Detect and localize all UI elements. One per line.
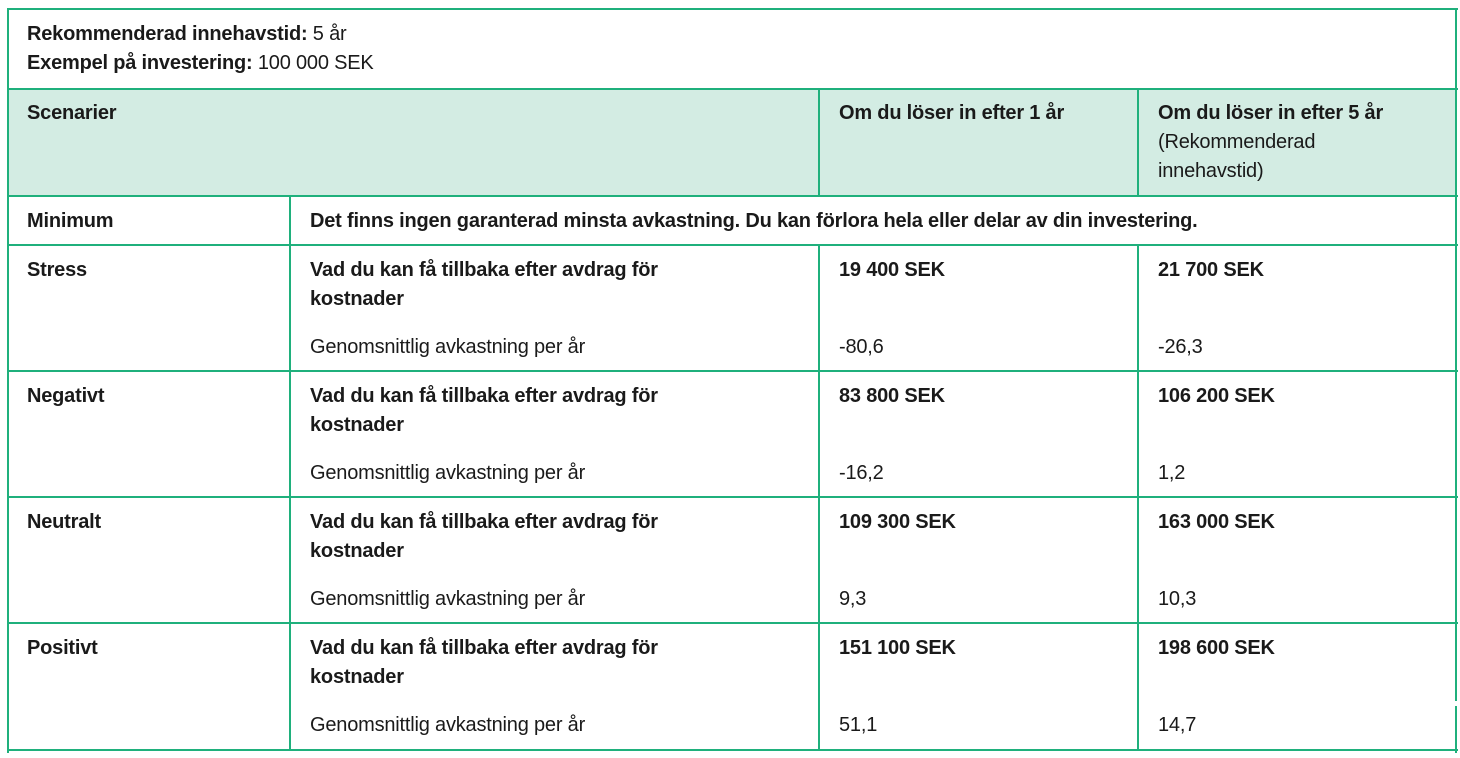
row-positive-5y-amount: 198 600 SEK bbox=[1158, 637, 1275, 659]
investment-example-value: 100 000 SEK bbox=[257, 52, 374, 74]
row-negative-5y-amount: 106 200 SEK bbox=[1158, 385, 1275, 407]
investment-example-label: Exempel på investering: bbox=[27, 52, 253, 74]
row-neutral-1y-amount: 109 300 SEK bbox=[839, 511, 956, 533]
row-neutral-payback-label: Vad du kan få tillbaka efter avdrag för kostnader bbox=[310, 511, 658, 562]
row-positive-1y-amount: 151 100 SEK bbox=[839, 637, 956, 659]
row-stress-5y-avg: -26,3 bbox=[1158, 336, 1203, 358]
row-neutral-5y-amount: 163 000 SEK bbox=[1158, 511, 1275, 533]
header-5-years: Om du löser in efter 5 år bbox=[1158, 102, 1384, 124]
holding-period bbox=[27, 20, 346, 49]
row-negative-1y-amount: 83 800 SEK bbox=[839, 385, 945, 407]
holding-period-label: Rekommenderad innehavstid: bbox=[27, 23, 308, 45]
row-stress-1y-amount: 19 400 SEK bbox=[839, 259, 945, 281]
investment-example bbox=[27, 49, 374, 78]
row-stress-payback-label: Vad du kan få tillbaka efter avdrag för kostnader bbox=[310, 259, 658, 310]
row-stress-label: Stress bbox=[27, 259, 87, 281]
row-positive-payback-label: Vad du kan få tillbaka efter avdrag för kostnader bbox=[310, 637, 658, 688]
row-negative-label: Negativt bbox=[27, 385, 105, 407]
row-neutral-label: Neutralt bbox=[27, 511, 101, 533]
header-1-year: Om du löser in efter 1 år bbox=[839, 102, 1065, 124]
row-negative-avg-label: Genomsnittlig avkastning per år bbox=[310, 462, 586, 484]
row-stress-avg-label: Genomsnittlig avkastning per år bbox=[310, 336, 586, 358]
row-positive-1y-avg: 51,1 bbox=[839, 714, 878, 736]
row-neutral-5y-avg: 10,3 bbox=[1158, 588, 1197, 610]
row-negative-1y-avg: -16,2 bbox=[839, 462, 884, 484]
row-positive-label: Positivt bbox=[27, 637, 98, 659]
header-5-years-note: (Rekommenderad innehavstid) bbox=[1158, 131, 1316, 182]
row-minimum-label: Minimum bbox=[27, 210, 114, 232]
row-stress-5y-amount: 21 700 SEK bbox=[1158, 259, 1264, 281]
row-neutral-avg-label: Genomsnittlig avkastning per år bbox=[310, 588, 586, 610]
row-neutral-1y-avg: 9,3 bbox=[839, 588, 867, 610]
row-negative-payback-label: Vad du kan få tillbaka efter avdrag för kostnader bbox=[310, 385, 658, 436]
row-positive-5y-avg: 14,7 bbox=[1158, 714, 1197, 736]
header-scenarios: Scenarier bbox=[27, 102, 117, 124]
row-stress-1y-avg: -80,6 bbox=[839, 336, 884, 358]
row-positive-avg-label: Genomsnittlig avkastning per år bbox=[310, 714, 586, 736]
holding-period-value: 5 år bbox=[312, 23, 347, 45]
row-minimum-text: Det finns ingen garanterad minsta avkastning. Du kan förlora hela eller delar av din investering. bbox=[310, 210, 1198, 232]
row-negative-5y-avg: 1,2 bbox=[1158, 462, 1186, 484]
